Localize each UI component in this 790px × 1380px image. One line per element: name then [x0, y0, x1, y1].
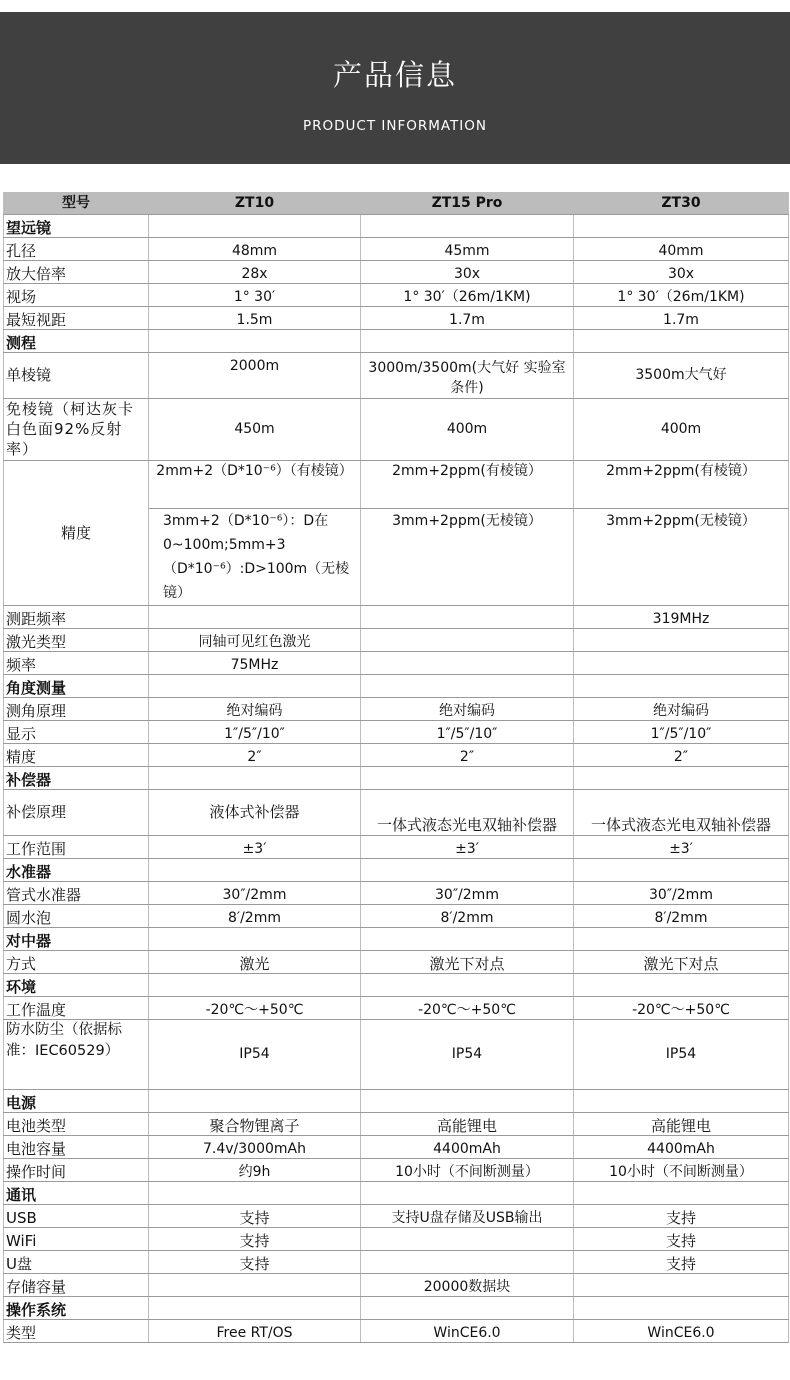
row-label: 管式水准器 [4, 881, 149, 904]
cell-zt15pro: ±3′ [361, 835, 574, 858]
row-label: 孔径 [4, 237, 149, 260]
cell-zt15pro [361, 651, 574, 674]
cell-zt15pro: 支持U盘存储及USB输出 [361, 1204, 574, 1227]
section-row [4, 214, 789, 237]
table-row [4, 1250, 789, 1273]
section-level: 水准器 [4, 858, 149, 881]
section-ranging: 测程 [4, 329, 149, 352]
section-comm: 通讯 [4, 1181, 149, 1204]
cell-zt15pro [361, 1250, 574, 1273]
cell-zt15pro: WinCE6.0 [361, 1319, 574, 1342]
section-plummet: 对中器 [4, 927, 149, 950]
cell-zt30: 激光下对点 [574, 950, 789, 973]
cell-zt10: 2000m [149, 352, 361, 398]
cell-zt15pro: 高能锂电 [361, 1112, 574, 1135]
cell-zt10: -20℃～+50℃ [149, 996, 361, 1019]
cell-zt10: 48mm [149, 237, 361, 260]
row-label: 操作时间 [4, 1158, 149, 1181]
section-row [4, 674, 789, 697]
row-label: 显示 [4, 720, 149, 743]
row-label: USB [4, 1204, 149, 1227]
row-label: U盘 [4, 1250, 149, 1273]
row-label: 工作范围 [4, 835, 149, 858]
cell-zt10: 同轴可见红色激光 [149, 628, 361, 651]
section-row [4, 927, 789, 950]
section-telescope: 望远镜 [4, 214, 149, 237]
section-row [4, 858, 789, 881]
table-row [4, 352, 789, 398]
cell-zt10: 3mm+2（D*10⁻⁶）：D在0~100m;5mm+3（D*10⁻⁶）:D>100m（无棱镜） [149, 508, 361, 605]
cell-zt30 [574, 651, 789, 674]
section-row [4, 329, 789, 352]
cell-zt15pro [361, 1227, 574, 1250]
cell-zt15pro: 45mm [361, 237, 574, 260]
cell-zt15pro: 20000数据块 [361, 1273, 574, 1296]
table-row [4, 605, 789, 628]
cell-zt30: 1″/5″/10″ [574, 720, 789, 743]
cell-zt15pro: 1.7m [361, 306, 574, 329]
cell-zt30: 3500m大气好 [574, 352, 789, 398]
cell-zt15pro: -20℃～+50℃ [361, 996, 574, 1019]
row-label: 测角原理 [4, 697, 149, 720]
table-row [4, 996, 789, 1019]
cell-zt30: 高能锂电 [574, 1112, 789, 1135]
table-row [4, 260, 789, 283]
row-label: 圆水泡 [4, 904, 149, 927]
cell-zt15pro: 2″ [361, 743, 574, 766]
table-row [4, 628, 789, 651]
header-model-label: 型号 [4, 192, 149, 214]
row-label: 单棱镜 [4, 352, 149, 398]
row-label: 防水防尘（依据标准：IEC60529） [4, 1019, 149, 1089]
cell-zt10: 支持 [149, 1250, 361, 1273]
section-os: 操作系统 [4, 1296, 149, 1319]
cell-zt30: 支持 [574, 1204, 789, 1227]
banner-subtitle: PRODUCT INFORMATION [302, 118, 488, 134]
table-row [4, 651, 789, 674]
cell-zt10: 1° 30′ [149, 283, 361, 306]
section-row [4, 1089, 789, 1112]
cell-zt10: 支持 [149, 1227, 361, 1250]
row-label: 测距频率 [4, 605, 149, 628]
table-row [4, 1112, 789, 1135]
cell-zt10: 2mm+2（D*10⁻⁶）（有棱镜） [149, 460, 361, 508]
cell-zt30: WinCE6.0 [574, 1319, 789, 1342]
table-row [4, 789, 789, 835]
cell-zt10 [149, 1273, 361, 1296]
cell-zt15pro [361, 605, 574, 628]
row-label: 存储容量 [4, 1273, 149, 1296]
cell-zt10: 450m [149, 398, 361, 460]
cell-zt30: -20℃～+50℃ [574, 996, 789, 1019]
cell-zt15pro: 2mm+2ppm(有棱镜） [361, 460, 574, 508]
row-label: 电池类型 [4, 1112, 149, 1135]
row-label: 补偿原理 [4, 789, 149, 835]
section-row [4, 1181, 789, 1204]
cell-zt10: ±3′ [149, 835, 361, 858]
cell-zt30: 1° 30′（26m/1KM) [574, 283, 789, 306]
table-row [4, 460, 789, 508]
row-label: 工作温度 [4, 996, 149, 1019]
cell-zt10: 绝对编码 [149, 697, 361, 720]
table-row [4, 1273, 789, 1296]
section-compensator: 补偿器 [4, 766, 149, 789]
cell-zt15pro: 30x [361, 260, 574, 283]
cell-zt30: 10小时（不间断测量） [574, 1158, 789, 1181]
row-label: 电池容量 [4, 1135, 149, 1158]
cell-zt15pro: 激光下对点 [361, 950, 574, 973]
cell-zt30: 3mm+2ppm(无棱镜） [574, 508, 789, 605]
table-row [4, 835, 789, 858]
cell-zt15pro: 1° 30′（26m/1KM) [361, 283, 574, 306]
cell-zt10: 75MHz [149, 651, 361, 674]
table-row [4, 1227, 789, 1250]
cell-zt30: 2″ [574, 743, 789, 766]
cell-zt10: 液体式补偿器 [149, 789, 361, 835]
cell-zt15pro: 1″/5″/10″ [361, 720, 574, 743]
header-zt15pro: ZT15 Pro [361, 192, 574, 214]
section-row [4, 766, 789, 789]
cell-zt30: 2mm+2ppm(有棱镜） [574, 460, 789, 508]
cell-zt15pro: 8′/2mm [361, 904, 574, 927]
section-angle: 角度测量 [4, 674, 149, 697]
table-row [4, 398, 789, 460]
cell-zt10: 30″/2mm [149, 881, 361, 904]
section-row [4, 973, 789, 996]
row-label: 方式 [4, 950, 149, 973]
cell-zt10: 1.5m [149, 306, 361, 329]
header-zt30: ZT30 [574, 192, 789, 214]
cell-zt30 [574, 628, 789, 651]
cell-zt30: 319MHz [574, 605, 789, 628]
spec-table [3, 192, 789, 1343]
table-row [4, 743, 789, 766]
cell-zt30: 400m [574, 398, 789, 460]
cell-zt10: Free RT/OS [149, 1319, 361, 1342]
row-label: 频率 [4, 651, 149, 674]
cell-zt10 [149, 605, 361, 628]
cell-zt10: 激光 [149, 950, 361, 973]
cell-zt10: 28x [149, 260, 361, 283]
cell-zt30: 支持 [574, 1250, 789, 1273]
section-row [4, 1296, 789, 1319]
cell-zt30: 支持 [574, 1227, 789, 1250]
table-row [4, 306, 789, 329]
table-row [4, 1158, 789, 1181]
cell-zt30: IP54 [574, 1019, 789, 1089]
cell-zt10: 聚合物锂离子 [149, 1112, 361, 1135]
cell-zt15pro: 400m [361, 398, 574, 460]
row-label: 最短视距 [4, 306, 149, 329]
table-header-row [4, 192, 789, 214]
table-row [4, 283, 789, 306]
table-row [4, 720, 789, 743]
row-label: 精度 [4, 743, 149, 766]
table-row [4, 881, 789, 904]
cell-zt15pro: 10小时（不间断测量） [361, 1158, 574, 1181]
cell-zt30: 一体式液态光电双轴补偿器 [574, 789, 789, 835]
row-label: 精度 [4, 460, 149, 605]
table-row [4, 1019, 789, 1089]
banner-title: 产品信息 [332, 58, 457, 92]
cell-zt15pro: 一体式液态光电双轴补偿器 [361, 789, 574, 835]
table-row [4, 1135, 789, 1158]
cell-zt15pro: 3mm+2ppm(无棱镜） [361, 508, 574, 605]
row-label: 激光类型 [4, 628, 149, 651]
cell-zt30: 30x [574, 260, 789, 283]
table-row [4, 904, 789, 927]
cell-zt30: 8′/2mm [574, 904, 789, 927]
cell-zt30: ±3′ [574, 835, 789, 858]
cell-zt30: 绝对编码 [574, 697, 789, 720]
table-row [4, 950, 789, 973]
cell-zt30: 40mm [574, 237, 789, 260]
row-label: 放大倍率 [4, 260, 149, 283]
cell-zt15pro: IP54 [361, 1019, 574, 1089]
cell-zt15pro [361, 628, 574, 651]
cell-zt15pro: 4400mAh [361, 1135, 574, 1158]
cell-zt10: 7.4v/3000mAh [149, 1135, 361, 1158]
table-row [4, 1319, 789, 1342]
row-label: 视场 [4, 283, 149, 306]
cell-zt15pro: 30″/2mm [361, 881, 574, 904]
table-row [4, 697, 789, 720]
cell-zt10: 支持 [149, 1204, 361, 1227]
table-row [4, 1204, 789, 1227]
table-row [4, 237, 789, 260]
header-zt10: ZT10 [149, 192, 361, 214]
section-environment: 环境 [4, 973, 149, 996]
cell-zt15pro: 3000m/3500m(大气好 实验室条件) [361, 352, 574, 398]
cell-zt10: 1″/5″/10″ [149, 720, 361, 743]
header-banner [0, 12, 790, 164]
row-label: 免棱镜（柯达灰卡白色面92%反射率） [4, 398, 149, 460]
section-power: 电源 [4, 1089, 149, 1112]
cell-zt10: 2″ [149, 743, 361, 766]
cell-zt30: 4400mAh [574, 1135, 789, 1158]
cell-zt30: 30″/2mm [574, 881, 789, 904]
cell-zt10: 约9h [149, 1158, 361, 1181]
cell-zt30 [574, 1273, 789, 1296]
cell-zt30: 1.7m [574, 306, 789, 329]
cell-zt10: 8′/2mm [149, 904, 361, 927]
cell-zt15pro: 绝对编码 [361, 697, 574, 720]
row-label: WiFi [4, 1227, 149, 1250]
cell-zt10: IP54 [149, 1019, 361, 1089]
row-label: 类型 [4, 1319, 149, 1342]
